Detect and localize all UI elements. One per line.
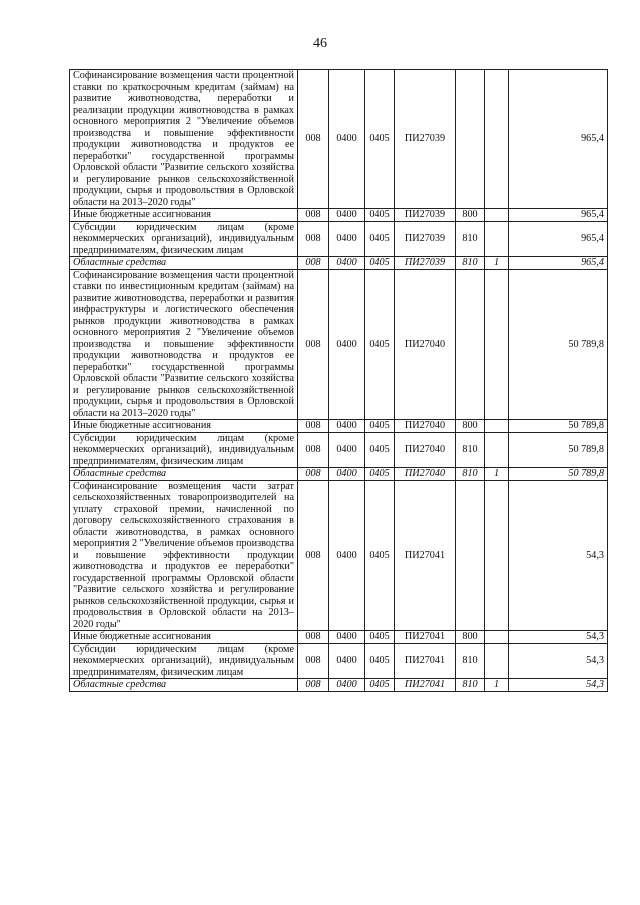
amount-cell: 54,3 [509, 480, 608, 631]
table-row [70, 468, 608, 481]
ved-cell: 008 [298, 643, 329, 679]
vr-cell: 810 [456, 432, 485, 468]
ved-cell: 008 [298, 432, 329, 468]
rz-cell: 0400 [329, 468, 365, 481]
rz-cell: 0400 [329, 257, 365, 270]
csr-cell: ПИ27040 [395, 269, 456, 420]
amount-cell: 50 789,8 [509, 269, 608, 420]
csr-cell: ПИ27041 [395, 631, 456, 644]
table-row [70, 209, 608, 222]
amount-cell: 54,3 [509, 631, 608, 644]
vr-cell: 810 [456, 643, 485, 679]
ved-cell: 008 [298, 70, 329, 209]
csr-cell: ПИ27040 [395, 468, 456, 481]
row-description: Субсидии юридическим лицам (кроме некоммерческих организаций), индивидуальным предпринимателям, физическим лицам [70, 643, 298, 679]
table-row [70, 679, 608, 692]
vr-cell: 810 [456, 468, 485, 481]
csr-cell: ПИ27040 [395, 420, 456, 433]
amount-cell: 54,3 [509, 643, 608, 679]
amount-cell: 54,3 [509, 679, 608, 692]
table-row [70, 643, 608, 679]
pr-cell: 0405 [365, 468, 395, 481]
csr-cell: ПИ27040 [395, 432, 456, 468]
table-row [70, 221, 608, 257]
pr-cell: 0405 [365, 480, 395, 631]
ved-cell: 008 [298, 631, 329, 644]
rz-cell: 0400 [329, 480, 365, 631]
source-cell: 1 [485, 679, 509, 692]
row-description: Иные бюджетные ассигнования [70, 631, 298, 644]
table-row [70, 257, 608, 270]
csr-cell: ПИ27041 [395, 679, 456, 692]
csr-cell: ПИ27039 [395, 221, 456, 257]
vr-cell: 810 [456, 221, 485, 257]
vr-cell [456, 269, 485, 420]
ved-cell: 008 [298, 269, 329, 420]
source-cell [485, 209, 509, 222]
pr-cell: 0405 [365, 420, 395, 433]
ved-cell: 008 [298, 480, 329, 631]
rz-cell: 0400 [329, 70, 365, 209]
page-number: 46 [313, 36, 327, 51]
ved-cell: 008 [298, 420, 329, 433]
row-description: Областные средства [70, 257, 298, 270]
vr-cell: 800 [456, 631, 485, 644]
row-description: Иные бюджетные ассигнования [70, 209, 298, 222]
rz-cell: 0400 [329, 221, 365, 257]
ved-cell: 008 [298, 679, 329, 692]
source-cell [485, 480, 509, 631]
row-description: Областные средства [70, 468, 298, 481]
vr-cell: 800 [456, 420, 485, 433]
ved-cell: 008 [298, 468, 329, 481]
row-description: Софинансирование возмещения части затрат сельскохозяйственных товаропроизводителей на уплату страховой премии, начисленной по договору сельскохозяйственного страхования в области животноводства, в рамках основного мероприятия 2 "Увеличение объемов производства и повышение эффективности продукции животноводства и продуктов ее переработки" государственной программы Орловской области "Развитие сельского хозяйства и регулирование рынков сельскохозяйственной продукции, сырья и продовольствия в Орловской области на 2013–2020 годы" [70, 480, 298, 631]
table-row [70, 432, 608, 468]
budget-table [69, 69, 608, 692]
ved-cell: 008 [298, 257, 329, 270]
source-cell [485, 221, 509, 257]
table-row [70, 269, 608, 420]
table-row [70, 70, 608, 209]
rz-cell: 0400 [329, 420, 365, 433]
pr-cell: 0405 [365, 643, 395, 679]
table-row [70, 420, 608, 433]
vr-cell: 800 [456, 209, 485, 222]
rz-cell: 0400 [329, 209, 365, 222]
pr-cell: 0405 [365, 631, 395, 644]
amount-cell: 50 789,8 [509, 420, 608, 433]
amount-cell: 965,4 [509, 70, 608, 209]
table-row [70, 631, 608, 644]
pr-cell: 0405 [365, 209, 395, 222]
pr-cell: 0405 [365, 269, 395, 420]
row-description: Софинансирование возмещения части процентной ставки по инвестиционным кредитам (займам) на развитие животноводства, переработки и развития инфраструктуры и логистического обеспечения рынков продукции животноводства в рамках основного мероприятия 2 "Увеличение объемов производства и повышение эффективности продукции животноводства и продуктов ее переработки" государственной программы Орловской области "Развитие сельского хозяйства и регулирование рынков сельскохозяйственной продукции, сырья и продовольствия в Орловской области на 2013–2020 годы" [70, 269, 298, 420]
source-cell [485, 269, 509, 420]
vr-cell [456, 480, 485, 631]
amount-cell: 50 789,8 [509, 468, 608, 481]
pr-cell: 0405 [365, 432, 395, 468]
csr-cell: ПИ27039 [395, 209, 456, 222]
ved-cell: 008 [298, 209, 329, 222]
source-cell [485, 643, 509, 679]
pr-cell: 0405 [365, 257, 395, 270]
pr-cell: 0405 [365, 679, 395, 692]
csr-cell: ПИ27041 [395, 480, 456, 631]
row-description: Софинансирование возмещения части процентной ставки по краткосрочным кредитам (займам) на развитие животноводства, переработки и реализации продукции животноводства в рамках основного мероприятия 2 "Увеличение объемов производства и повышение эффективности продукции животноводства и продуктов ее переработки" государственной программы Орловской области "Развитие сельского хозяйства и регулирование рынков сельскохозяйственной продукции, сырья и продовольствия в Орловской области на 2013–2020 годы" [70, 70, 298, 209]
csr-cell: ПИ27039 [395, 70, 456, 209]
vr-cell: 810 [456, 679, 485, 692]
vr-cell: 810 [456, 257, 485, 270]
ved-cell: 008 [298, 221, 329, 257]
source-cell [485, 432, 509, 468]
rz-cell: 0400 [329, 679, 365, 692]
source-cell: 1 [485, 257, 509, 270]
amount-cell: 965,4 [509, 221, 608, 257]
row-description: Субсидии юридическим лицам (кроме некоммерческих организаций), индивидуальным предпринимателям, физическим лицам [70, 432, 298, 468]
row-description: Иные бюджетные ассигнования [70, 420, 298, 433]
source-cell [485, 70, 509, 209]
source-cell [485, 420, 509, 433]
source-cell: 1 [485, 468, 509, 481]
row-description: Областные средства [70, 679, 298, 692]
csr-cell: ПИ27039 [395, 257, 456, 270]
csr-cell: ПИ27041 [395, 643, 456, 679]
rz-cell: 0400 [329, 269, 365, 420]
source-cell [485, 631, 509, 644]
rz-cell: 0400 [329, 432, 365, 468]
amount-cell: 965,4 [509, 209, 608, 222]
amount-cell: 965,4 [509, 257, 608, 270]
pr-cell: 0405 [365, 221, 395, 257]
pr-cell: 0405 [365, 70, 395, 209]
row-description: Субсидии юридическим лицам (кроме некоммерческих организаций), индивидуальным предпринимателям, физическим лицам [70, 221, 298, 257]
vr-cell [456, 70, 485, 209]
table-row [70, 480, 608, 631]
rz-cell: 0400 [329, 643, 365, 679]
amount-cell: 50 789,8 [509, 432, 608, 468]
rz-cell: 0400 [329, 631, 365, 644]
